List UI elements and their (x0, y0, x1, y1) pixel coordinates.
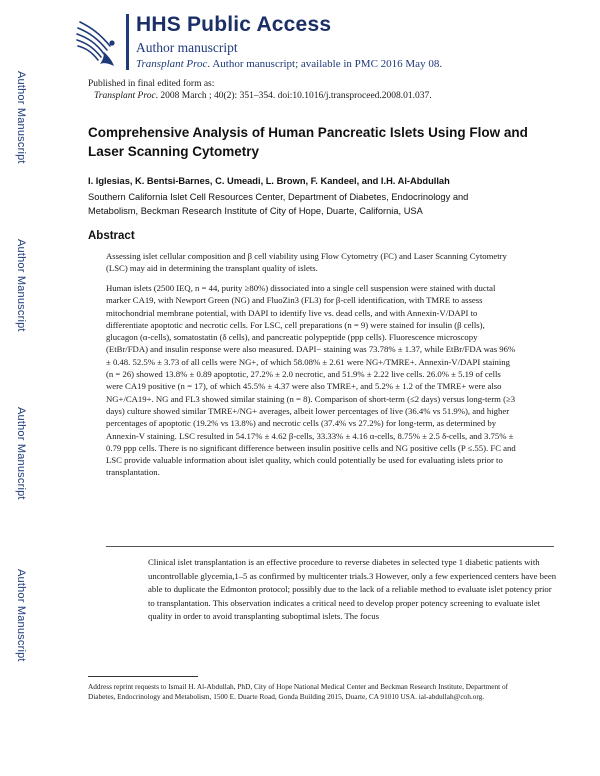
publication-journal: Transplant Proc (94, 91, 156, 101)
side-label-text: Author Manuscript (15, 568, 27, 662)
affiliation: Southern California Islet Cell Resources Center, Department of Diabetes, Endocrinology and Metabolism, Beckman Research Institute of City of Hope, Duarte, California, USA (88, 192, 469, 216)
side-label-text: Author Manuscript (15, 406, 27, 500)
journal-abbrev: Transplant Proc (136, 58, 208, 70)
publication-info (88, 78, 432, 102)
abstract-paragraph-2: Human islets (2500 IEQ, n = 44, purity ≥80%) dissociated into a single cell suspension were stained with ductal marker CA19, with Newport Green (NG) and FluoZin3 (FL3) for β-cell identification, with TMRE to assess mitochondrial membrane potential, with DAPI to identify live vs. dead cells, and with Annexin-V/DAPI to differentiate apoptotic and necrotic cells. For LSC, cell preparations (n = 9) were stained for insulin (β cells), glucagon (α-cells), somatostatin (δ cells), and pancreatic polypeptide (ppp cells). Fluorescence microscopy (EtBr/FDA) and insulin response were also measured. DAPI− staining was 73.78% ± 1.37, while EtBr/FDA was 96% ± 0.48. 52.5% ± 3.73 of all cells were NG+, of which 58.08% ± 2.61 were NG+/TMRE+. Annexin-V/DAPI staining (n = 26) showed 13.8% ± 0.89 apoptotic, 27.2% ± 2.0 necrotic, and 51.9% ± 2.22 live cells. 26.0% ± 5.19 of cells were CA19 positive (n = 17), of which 45.5% ± 4.37 were also TMRE+, and 5.2% ± 1.2 of the TMRE+ were also NG+/CA19+. NG and FL3 showed similar staining (n = 8). Comparison of short-term (≤2 days) versus long-term (≥3 days) culture showed similar TMRE+/NG+ averages, albeit lower percentages of live (36.4% vs 51.9%), and higher percentages of apoptotic (19.2% vs 13.8%) and necrotic cells (37.4% vs 27.2%) for long-term, as determined by Annexin-V staining. LSC resulted in 54.17% ± 4.62 β-cells, 33.33% ± 4.16 α-cells, 8.75% ± 2.5 δ-cells, and 3.75% ± 0.79 ppp cells. There is no significant difference between insulin positive cells and NG positive cells (P ≤.55). FC and LSC provide valuable information about islet quality, which could potentially be used for evaluating islets prior to transplantation. (106, 283, 516, 478)
body-paragraph-1: Clinical islet transplantation is an effective procedure to reverse diabetes in selected type 1 diabetic patients with uncontrollable glycemia,1–5 as confirmed by multicenter trials.3 However, only a few experienced centers have been able to duplicate the Edmonton protocol; possibly due to the lack of a reliable method to evaluate islet potency prior to transplantation. This observation indicates a critical need to develop proper potency screening to evaluate islet quality in order to avoid transplanting suboptimal islets. The focus (148, 557, 557, 621)
article-title: Comprehensive Analysis of Human Pancreatic Islets Using Flow and Laser Scanning Cytometry (88, 125, 528, 159)
hhs-eagle-logo-icon (74, 12, 118, 70)
side-label-1 (14, 62, 28, 172)
publication-details: . 2008 March ; 40(2): 351–354. doi:10.1016/j.transproceed.2008.01.037. (155, 91, 432, 101)
header-divider (126, 14, 129, 70)
side-label-2 (14, 230, 28, 340)
abstract-heading: Abstract (88, 230, 135, 242)
author-list: I. Iglesias, K. Bentsi-Barnes, C. Umeadi, L. Brown, F. Kandeel, and I.H. Al-Abdullah (88, 176, 450, 186)
header (74, 10, 574, 74)
hhs-public-access-title: HHS Public Access (136, 13, 332, 36)
side-label-text: Author Manuscript (15, 70, 27, 164)
published-label: Published in final edited form as: (88, 79, 215, 89)
availability-text: . Author manuscript; available in PMC 2016 May 08. (207, 58, 443, 70)
footnote-divider (88, 676, 198, 677)
side-label-4 (14, 560, 28, 670)
publication-citation (88, 90, 432, 102)
side-label-text: Author Manuscript (15, 238, 27, 332)
side-label-3 (14, 398, 28, 508)
author-manuscript-subtitle: Author manuscript (136, 40, 238, 55)
section-divider (106, 546, 554, 547)
abstract-paragraph-1: Assessing islet cellular composition and β cell viability using Flow Cytometry (FC) and Laser Scanning Cytometry (LSC) may aid in determining the transplant quality of islets. (106, 251, 507, 274)
footnote: Address reprint requests to Ismail H. Al-Abdullah, PhD, City of Hope National Medical Center and Beckman Research Institute, Department of Diabetes, Endocrinology and Metabolism, 1500 E. Duarte Road, Gonda Building 2015, Duarte, CA 91010 USA. ial-abdullah@coh.org. (88, 682, 509, 701)
availability-line (136, 58, 442, 70)
